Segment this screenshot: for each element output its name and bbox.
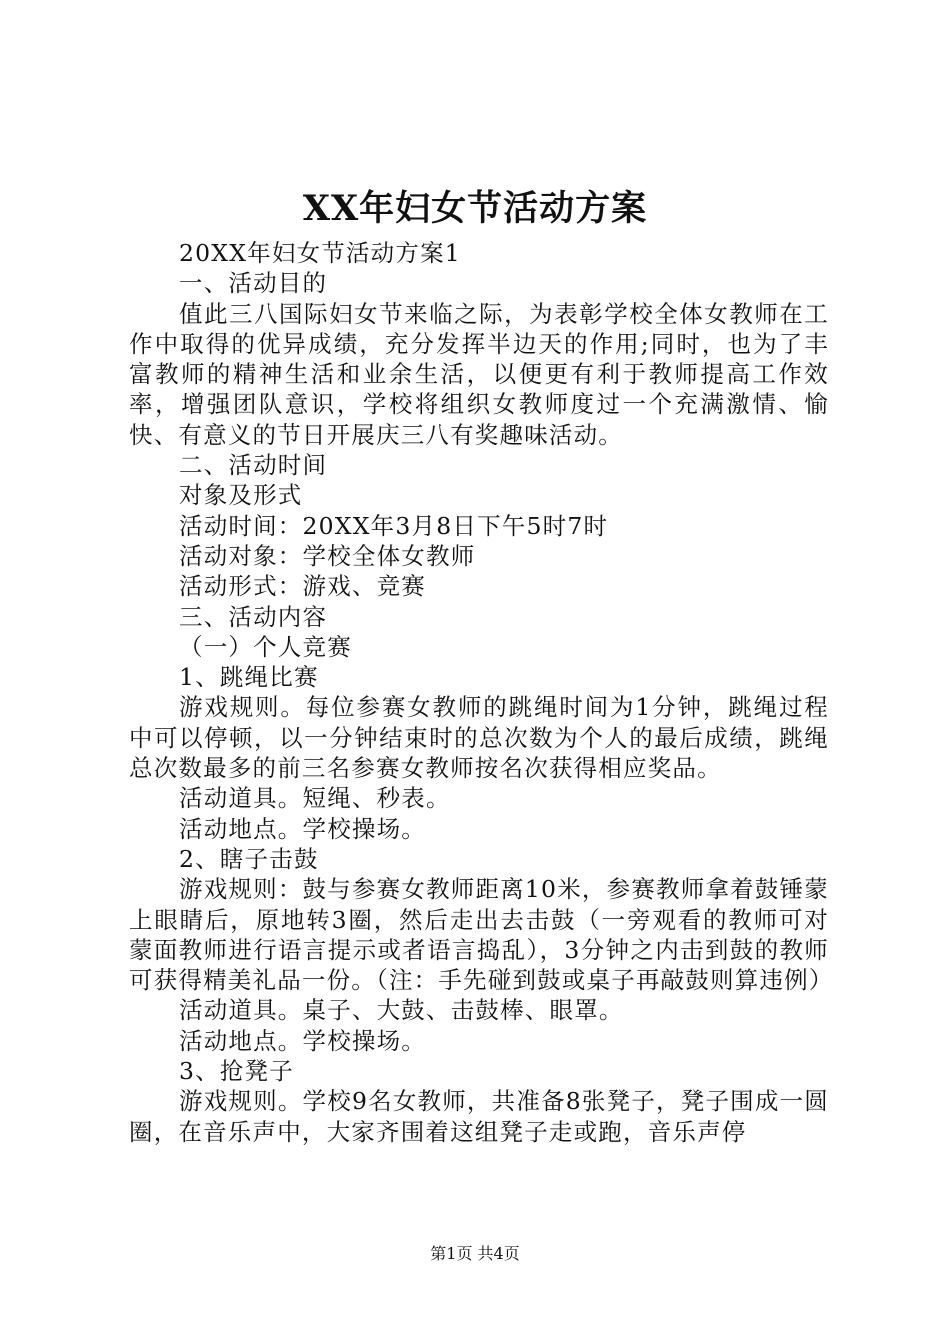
paragraph-musical-chairs-rules: 游戏规则。学校9名女教师，共准备8张凳子，凳子围成一圆圈，在音乐声中，大家齐围着这组凳子走或跑，音乐声停 xyxy=(129,1087,829,1146)
paragraph-section-content: 三、活动内容 xyxy=(179,602,328,631)
paragraph-activity-time: 活动时间：20XX年3月8日下午5时7时 xyxy=(179,511,609,540)
paragraph-jump-rope-props: 活动道具。短绳、秒表。 xyxy=(179,784,451,813)
paragraph-jump-rope-rules: 游戏规则。每位参赛女教师的跳绳时间为1分钟，跳绳过程中可以停顿，以一分钟结束时的总次数为个人的最后成绩，跳绳总次数最多的前三名参赛女教师按名次获得相应奖品。 xyxy=(129,693,829,783)
paragraph-item-blind-drum: 2、瞎子击鼓 xyxy=(179,844,319,873)
paragraph-item-musical-chairs: 3、抢凳子 xyxy=(179,1057,294,1086)
document-title: XX年妇女节活动方案 xyxy=(302,188,648,229)
paragraph-purpose-text: 值此三八国际妇女节来临之际，为表彰学校全体女教师在工作中取得的优异成绩，充分发挥半边天的作用;同时，也为了丰富教师的精神生活和业余生活，以便更有利于教师提高工作效率，增强团队意识，学校将组织女教师度过一个充满激情、愉快、有意义的节日开展庆三八有奖趣味活动。 xyxy=(129,299,829,449)
paragraph-activity-format: 活动形式：游戏、竞赛 xyxy=(179,572,426,601)
page-footer: 第1页 共4页 xyxy=(430,1244,520,1263)
paragraph-blind-drum-location: 活动地点。学校操场。 xyxy=(179,1026,426,1055)
paragraph-plan-heading: 20XX年妇女节活动方案1 xyxy=(179,239,461,267)
paragraph-blind-drum-rules: 游戏规则：鼓与参赛女教师距离10米，参赛教师拿着鼓锤蒙上眼睛后，原地转3圈，然后走出去击鼓（一旁观看的教师可对蒙面教师进行语言提示或者语言捣乱），3分钟之内击到鼓的教师可获得精美礼品一份。（注：手先碰到鼓或桌子再敲鼓则算违例） xyxy=(129,875,834,995)
paragraph-blind-drum-props: 活动道具。桌子、大鼓、击鼓棒、眼罩。 xyxy=(179,996,624,1025)
paragraph-targets-format: 对象及形式 xyxy=(179,481,303,510)
paragraph-section-time: 二、活动时间 xyxy=(179,451,328,480)
paragraph-section-purpose: 一、活动目的 xyxy=(179,269,328,298)
document-body xyxy=(129,238,834,1147)
paragraph-item-jump-rope: 1、跳绳比赛 xyxy=(179,663,319,692)
paragraph-jump-rope-location: 活动地点。学校操场。 xyxy=(179,814,426,843)
paragraph-activity-target: 活动对象：学校全体女教师 xyxy=(179,541,476,570)
paragraph-individual-contest: （一）个人竞赛 xyxy=(179,632,352,661)
